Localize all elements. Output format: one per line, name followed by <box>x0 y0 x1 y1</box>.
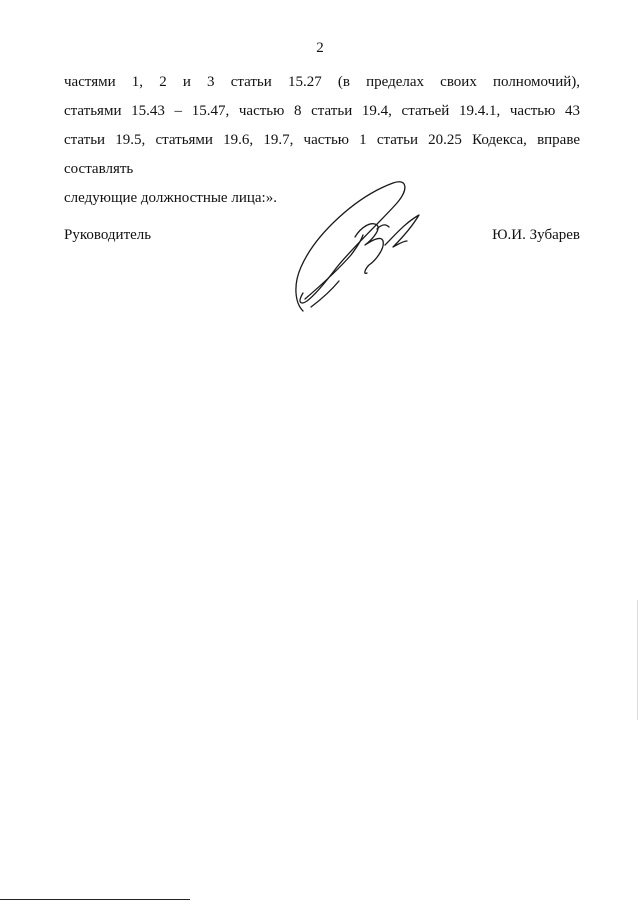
handwritten-signature <box>285 175 425 320</box>
body-line-1: частями 1, 2 и 3 статьи 15.27 (в пределах своих полномочий), <box>64 74 580 90</box>
signatory-name: Ю.И. Зубарев <box>492 227 580 243</box>
signatory-role: Руководитель <box>64 227 152 243</box>
page-number: 2 <box>316 40 324 56</box>
body-line-3: статьи 19.5, статьями 19.6, 19.7, частью 1 статьи 20.25 Кодекса, вправе составлять <box>64 132 580 177</box>
scan-edge-mark <box>637 600 638 720</box>
footer-divider <box>0 899 190 900</box>
body-line-4: следующие должностные лица:». <box>64 190 277 206</box>
body-line-2: статьями 15.43 – 15.47, частью 8 статьи 19.4, статьей 19.4.1, частью 43 <box>64 103 580 119</box>
